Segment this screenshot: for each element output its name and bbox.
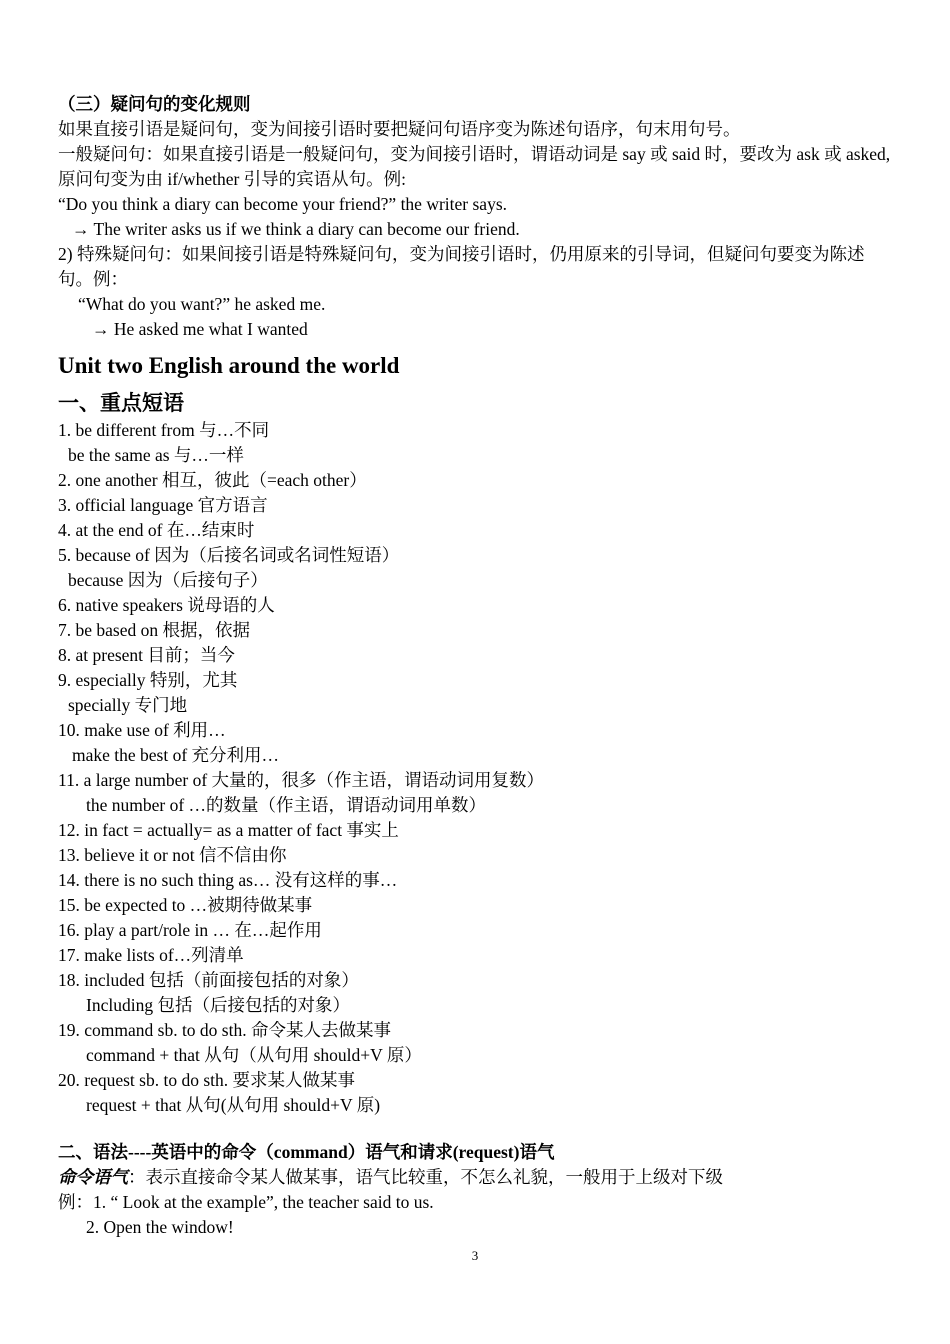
phrase-item: specially 专门地 (68, 695, 188, 715)
phrase-item: 11. a large number of 大量的，很多（作主语，谓语动词用复数） (58, 770, 545, 790)
phrase-item: 6. native speakers 说母语的人 (58, 595, 275, 615)
phrase-item: 4. at the end of 在…结束时 (58, 520, 255, 540)
phrase-item: be the same as 与…一样 (68, 445, 244, 465)
special-question-rule: 2) 特殊疑问句：如果间接引语是特殊疑问句，变为间接引语时，仍用原来的引导词，但疑问句要变为陈述句。例： (58, 244, 865, 289)
phrase-item: 10. make use of 利用… (58, 720, 226, 740)
phrase-item: 18. included 包括（前面接包括的对象） (58, 970, 359, 990)
rule-intro: 如果直接引语是疑问句，变为间接引语时要把疑问句语序变为陈述句语序，句末用句号。 (58, 119, 741, 139)
phrase-item: 13. believe it or not 信不信由你 (58, 845, 287, 865)
grammar-definition-text: ：表示直接命令某人做某事，语气比较重，不怎么礼貌，一般用于上级对下级 (128, 1167, 723, 1187)
phrase-item: 3. official language 官方语言 (58, 495, 268, 515)
phrase-item: command + that 从句（从句用 should+V 原） (86, 1045, 422, 1065)
phrase-item: the number of …的数量（作主语，谓语动词用单数） (86, 795, 487, 815)
grammar-example: 2. Open the window! (86, 1217, 234, 1237)
phrase-item: 12. in fact = actually= as a matter of fact 事实上 (58, 820, 399, 840)
phrase-item: 9. especially 特别，尤其 (58, 670, 238, 690)
section-heading: （三）疑问句的变化规则 (58, 94, 251, 114)
phrase-item: 14. there is no such thing as… 没有这样的事… (58, 870, 398, 890)
phrase-item: make the best of 充分利用… (72, 745, 280, 765)
grammar-term: 命令语气 (58, 1167, 128, 1187)
example-direct-speech: “What do you want?” he asked me. (78, 294, 326, 314)
phrase-item: 5. because of 因为（后接名词或名词性短语） (58, 545, 400, 565)
grammar-example: 例：1. “ Look at the example”, the teacher said to us. (58, 1192, 434, 1212)
phrase-item: 1. be different from 与…不同 (58, 420, 270, 440)
phrase-item: 2. one another 相互，彼此（=each other） (58, 470, 367, 490)
phrase-item: 19. command sb. to do sth. 命令某人去做某事 (58, 1020, 391, 1040)
unit-title: Unit two English around the world (58, 353, 400, 378)
document-page (58, 92, 898, 1240)
example-direct-speech: “Do you think a diary can become your friend?” the writer says. (58, 194, 508, 214)
phrase-item: 17. make lists of…列清单 (58, 945, 244, 965)
grammar-heading: 二、语法----英语中的命令（command）语气和请求(request)语气 (58, 1142, 555, 1162)
phrase-item: 16. play a part/role in … 在…起作用 (58, 920, 322, 940)
example-indirect-speech: → He asked me what I wanted (92, 319, 308, 339)
phrase-item: request + that 从句(从句用 should+V 原) (86, 1095, 381, 1115)
phrase-item: 15. be expected to …被期待做某事 (58, 895, 313, 915)
phrase-item: 7. be based on 根据，依据 (58, 620, 250, 640)
general-question-rule: 一般疑问句：如果直接引语是一般疑问句，变为间接引语时，谓语动词是 say 或 said 时，要改为 ask 或 asked,原问句变为由 if/whether 引导的宾语从句。例: (58, 144, 891, 189)
phrase-item: 20. request sb. to do sth. 要求某人做某事 (58, 1070, 356, 1090)
page-number: 3 (471, 1248, 479, 1263)
phrase-item: because 因为（后接句子） (68, 570, 268, 590)
spacer (58, 1118, 898, 1140)
phrase-item: 8. at present 目前；当今 (58, 645, 235, 665)
grammar-definition (58, 1165, 898, 1190)
phrases-heading: 一、重点短语 (58, 391, 184, 415)
phrase-item: Including 包括（后接包括的对象） (86, 995, 350, 1015)
example-indirect-speech: → The writer asks us if we think a diary can become our friend. (72, 219, 520, 239)
